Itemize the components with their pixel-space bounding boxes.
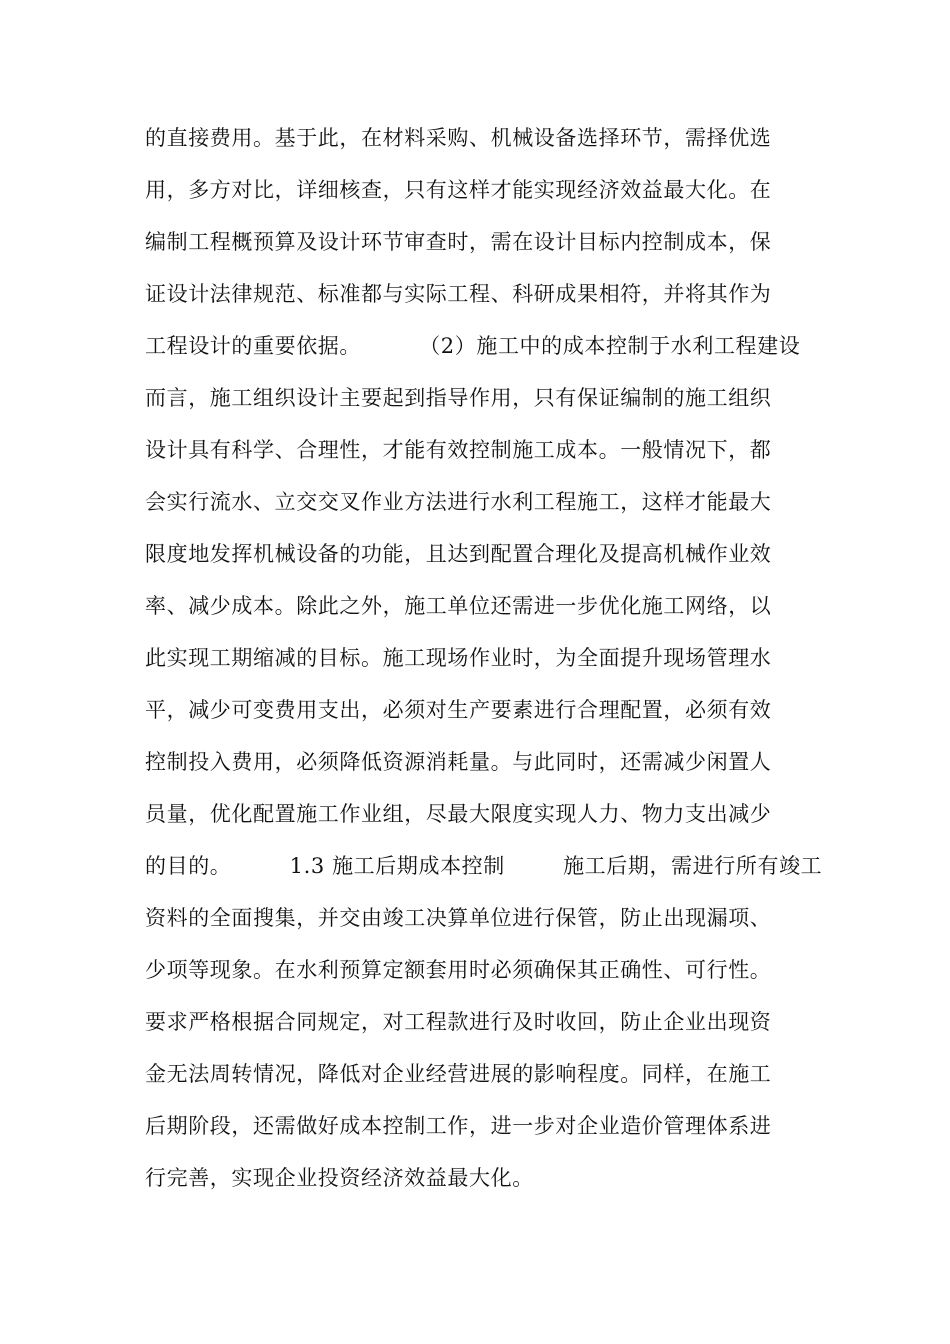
text-line: 行完善，实现企业投资经济效益最大化。: [145, 1166, 534, 1190]
text-line: 此实现工期缩减的目标。施工现场作业时，为全面提升现场管理水: [145, 646, 772, 670]
text-line: 的直接费用。基于此，在材料采购、机械设备选择环节，需择优选: [145, 126, 772, 150]
text-line: 资料的全面搜集，并交由竣工决算单位进行保管，防止出现漏项、: [145, 906, 772, 930]
text-line: 金无法周转情况，降低对企业经营进展的影响程度。同样，在施工: [145, 1062, 772, 1086]
text-line: 平，减少可变费用支出，必须对生产要素进行合理配置，必须有效: [145, 698, 772, 722]
text-line: 证设计法律规范、标准都与实际工程、科研成果相符，并将其作为: [145, 282, 772, 306]
text-line: 限度地发挥机械设备的功能，且达到配置合理化及提高机械作业效: [145, 542, 772, 566]
text-line: 而言，施工组织设计主要起到指导作用，只有保证编制的施工组织: [145, 386, 772, 410]
text-line: 员量，优化配置施工作业组，尽最大限度实现人力、物力支出减少: [145, 802, 772, 826]
text-line: 的目的。 1.3 施工后期成本控制 施工后期，需进行所有竣工: [145, 854, 823, 878]
text-line: 后期阶段，还需做好成本控制工作，进一步对企业造价管理体系进: [145, 1114, 772, 1138]
text-line: 会实行流水、立交交叉作业方法进行水利工程施工，这样才能最大: [145, 490, 772, 514]
text-line: 少项等现象。在水利预算定额套用时必须确保其正确性、可行性。: [145, 958, 772, 982]
text-line: 要求严格根据合同规定，对工程款进行及时收回，防止企业出现资: [145, 1010, 772, 1034]
text-line: 用，多方对比，详细核查，只有这样才能实现经济效益最大化。在: [145, 178, 772, 202]
text-line: 控制投入费用，必须降低资源消耗量。与此同时，还需减少闲置人: [145, 750, 772, 774]
text-line: 编制工程概预算及设计环节审查时，需在设计目标内控制成本，保: [145, 230, 772, 254]
text-line: 设计具有科学、合理性，才能有效控制施工成本。一般情况下，都: [145, 438, 772, 462]
text-line: 工程设计的重要依据。 （2）施工中的成本控制于水利工程建设: [145, 334, 801, 358]
text-line: 率、减少成本。除此之外，施工单位还需进一步优化施工网络，以: [145, 594, 772, 618]
